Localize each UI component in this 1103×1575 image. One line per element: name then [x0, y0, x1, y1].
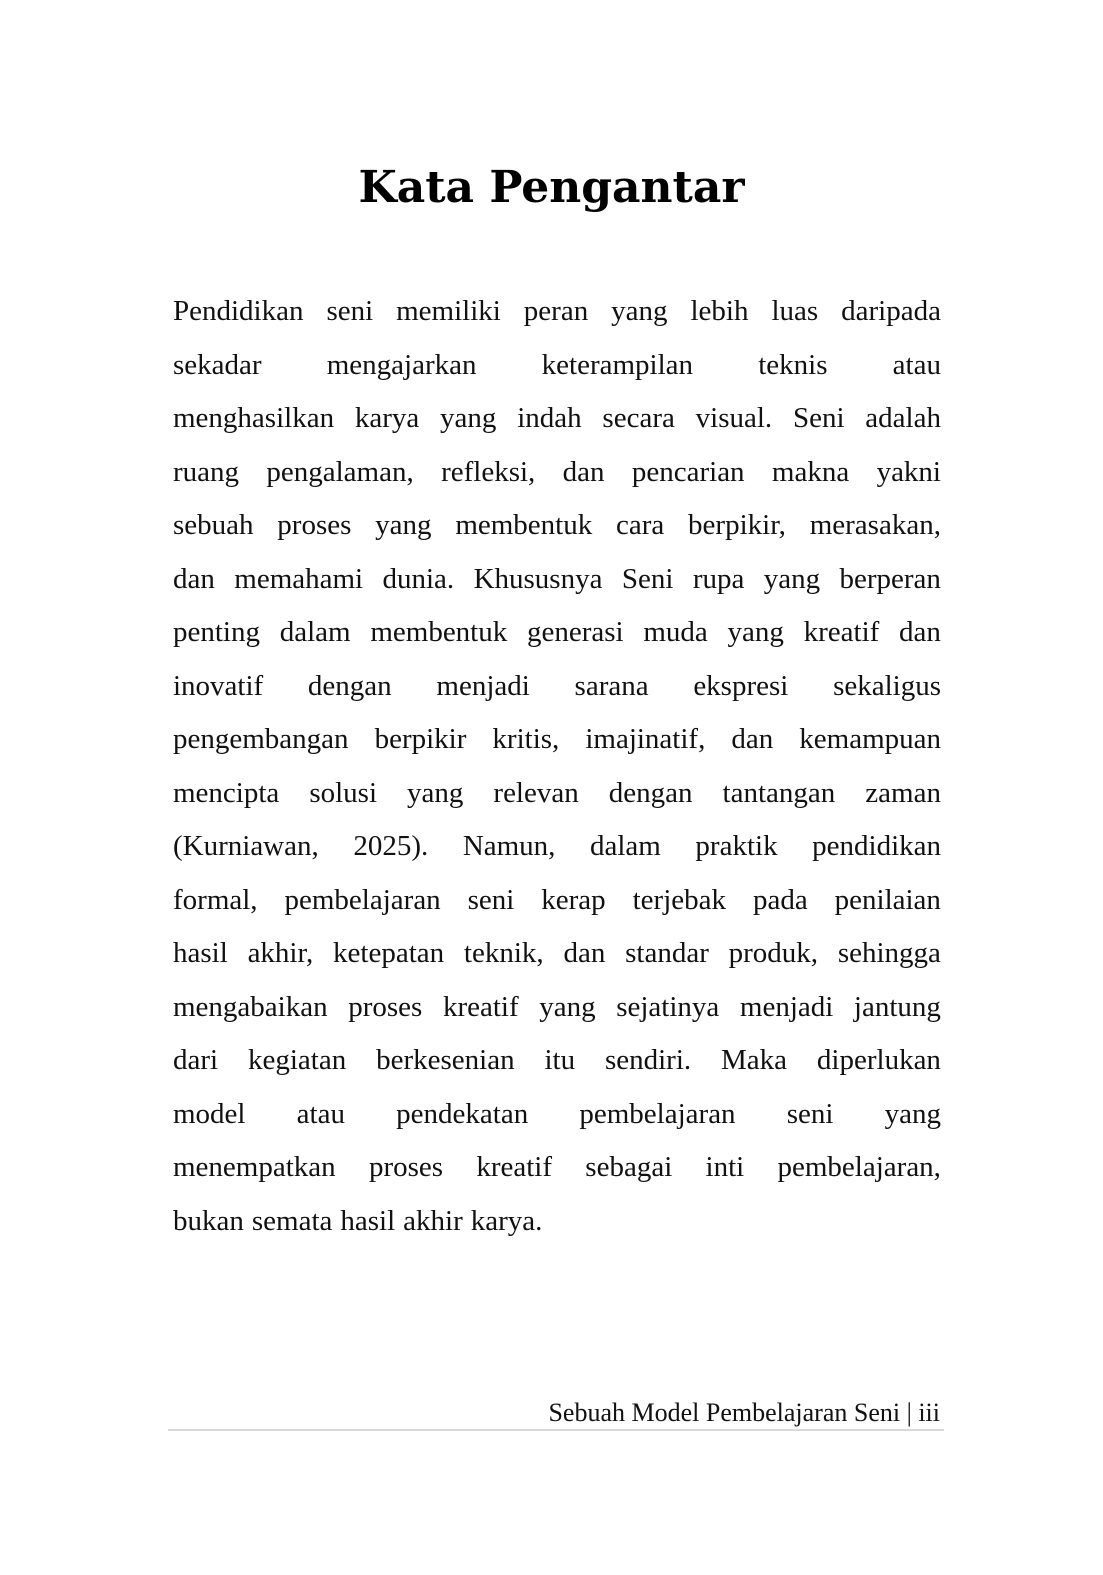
word: karya — [354, 402, 420, 434]
word: mencipta — [173, 776, 280, 809]
word: makna — [771, 455, 850, 488]
word: memiliki — [396, 295, 501, 327]
word: akhir, — [247, 937, 314, 969]
word: berpikir, — [688, 509, 786, 541]
word: formal, — [173, 883, 258, 916]
word: membentuk — [370, 616, 508, 648]
word: mengabaikan — [173, 990, 328, 1023]
word: Namun, — [462, 830, 556, 862]
paragraph-line — [173, 499, 941, 553]
footer-separator: | — [906, 1398, 912, 1427]
word: penting — [173, 616, 260, 648]
word: (Kurniawan, — [173, 830, 319, 862]
paragraph-line — [173, 606, 941, 660]
word: dan — [173, 562, 215, 595]
paragraph-line — [173, 713, 941, 767]
page-footer — [168, 1393, 944, 1433]
word: pendidikan — [812, 830, 941, 862]
word: karya. — [470, 1204, 543, 1237]
word: berperan — [839, 562, 941, 595]
word: yang — [763, 562, 821, 595]
word: sebuah — [173, 509, 254, 541]
paragraph-line — [173, 927, 941, 981]
word: standar — [625, 937, 709, 969]
word: tantangan — [722, 776, 836, 809]
word: merasakan, — [809, 509, 941, 541]
word: yang — [884, 1097, 941, 1130]
paragraph-line — [173, 392, 941, 446]
word: sendiri. — [604, 1044, 692, 1076]
word: terjebak — [632, 883, 727, 916]
paragraph-line — [173, 981, 941, 1035]
word: menghasilkan — [173, 402, 335, 434]
word: zaman — [865, 776, 941, 809]
word: sekadar — [173, 348, 262, 381]
paragraph-line — [173, 820, 941, 874]
word: peran — [523, 295, 589, 327]
word: 2025). — [353, 830, 429, 862]
word: kreatif — [442, 990, 519, 1023]
word: ekspresi — [693, 669, 789, 702]
word: adalah — [865, 402, 941, 434]
word: diperlukan — [816, 1044, 941, 1076]
word: yang — [727, 616, 784, 648]
word: pendekatan — [396, 1097, 529, 1130]
word: kritis, — [492, 723, 560, 755]
word: pengalaman, — [266, 455, 414, 488]
word: teknik, — [463, 937, 544, 969]
word: dan — [563, 937, 606, 969]
word: muda — [643, 616, 708, 648]
word: relevan — [493, 776, 579, 809]
word: menempatkan — [173, 1151, 336, 1183]
word: pembelajaran, — [777, 1151, 941, 1183]
word: yang — [407, 776, 464, 809]
body-paragraph — [173, 285, 941, 1248]
paragraph-line-last — [173, 1195, 941, 1249]
word: kemampuan — [799, 723, 941, 755]
word: menjadi — [739, 990, 834, 1023]
word: kegiatan — [247, 1044, 347, 1076]
word: sehingga — [837, 937, 941, 969]
word: Seni — [792, 402, 845, 434]
word: proses — [368, 1151, 444, 1183]
word: keterampilan — [541, 348, 694, 381]
word: refleksi, — [441, 455, 536, 488]
word: dan — [562, 455, 605, 488]
word: cara — [616, 509, 665, 541]
word: berkesenian — [376, 1044, 515, 1076]
word: kerap — [541, 883, 606, 916]
paragraph-line — [173, 1141, 941, 1195]
word: Pendidikan — [173, 295, 304, 327]
word: pada — [752, 883, 808, 916]
word: Maka — [721, 1044, 788, 1076]
word: jantung — [853, 990, 941, 1023]
word: pencarian — [631, 455, 745, 488]
word: pembelajaran — [284, 883, 441, 916]
word: daripada — [841, 295, 941, 327]
word: solusi — [309, 776, 377, 809]
word: mengajarkan — [326, 348, 477, 381]
word: atau — [892, 348, 941, 381]
word: visual. — [695, 402, 773, 434]
word: indah — [517, 402, 582, 434]
word: sejatinya — [616, 990, 720, 1023]
word: membentuk — [455, 509, 593, 541]
word: rupa — [692, 562, 745, 595]
word: luas — [771, 295, 819, 327]
word: dengan — [307, 669, 392, 702]
word: menjadi — [436, 669, 530, 702]
word: seni — [326, 295, 374, 327]
word: dalam — [590, 830, 661, 862]
word: pengembangan — [173, 723, 349, 755]
word: lebih — [690, 295, 749, 327]
running-title: Sebuah Model Pembelajaran Seni — [548, 1398, 901, 1427]
word: dunia. — [382, 562, 455, 595]
word: proses — [277, 509, 352, 541]
word: kreatif — [803, 616, 880, 648]
page-title: Kata Pengantar — [358, 162, 745, 213]
word: Seni — [621, 562, 674, 595]
word: inovatif — [173, 669, 264, 702]
word: ketepatan — [333, 937, 445, 969]
word: dan — [899, 616, 941, 648]
word: inti — [705, 1151, 745, 1183]
word: model — [173, 1097, 246, 1130]
word: hasil — [340, 1204, 396, 1237]
word: penilaian — [834, 883, 941, 916]
word: sekaligus — [833, 669, 941, 702]
paragraph-line — [173, 660, 941, 714]
word: kreatif — [476, 1151, 553, 1183]
paragraph-line — [173, 767, 941, 821]
paragraph-line — [173, 339, 941, 393]
page-number: iii — [918, 1398, 940, 1427]
word: yang — [611, 295, 668, 327]
word: yakni — [876, 455, 941, 488]
word: teknis — [758, 348, 828, 381]
word: atau — [296, 1097, 345, 1130]
word: yang — [440, 402, 497, 434]
word: ruang — [173, 455, 240, 488]
word: akhir — [403, 1204, 463, 1237]
word: produk, — [728, 937, 819, 969]
word: yang — [375, 509, 432, 541]
word: sebagai — [585, 1151, 673, 1183]
word: berpikir — [374, 723, 467, 755]
word: memahami — [234, 562, 364, 595]
word: imajinatif, — [585, 723, 706, 755]
word: dari — [173, 1044, 219, 1076]
word: secara — [602, 402, 675, 434]
footer-text — [548, 1393, 940, 1433]
word: seni — [467, 883, 515, 916]
word: itu — [544, 1044, 576, 1076]
paragraph-line — [173, 285, 941, 339]
paragraph-line — [173, 446, 941, 500]
word: yang — [539, 990, 596, 1023]
word: hasil — [173, 937, 228, 969]
word: dengan — [608, 776, 693, 809]
word: generasi — [526, 616, 624, 648]
word: dan — [731, 723, 774, 755]
word: proses — [348, 990, 423, 1023]
paragraph-line — [173, 1088, 941, 1142]
footer-rule — [168, 1429, 944, 1431]
word: bukan — [173, 1204, 244, 1237]
word: Khususnya — [473, 562, 603, 595]
word: semata — [251, 1204, 333, 1237]
paragraph-line — [173, 1034, 941, 1088]
word: seni — [786, 1097, 834, 1130]
paragraph-line — [173, 553, 941, 607]
word: sarana — [574, 669, 649, 702]
word: praktik — [695, 830, 778, 862]
paragraph-line — [173, 874, 941, 928]
word: dalam — [279, 616, 351, 648]
word: pembelajaran — [579, 1097, 736, 1130]
